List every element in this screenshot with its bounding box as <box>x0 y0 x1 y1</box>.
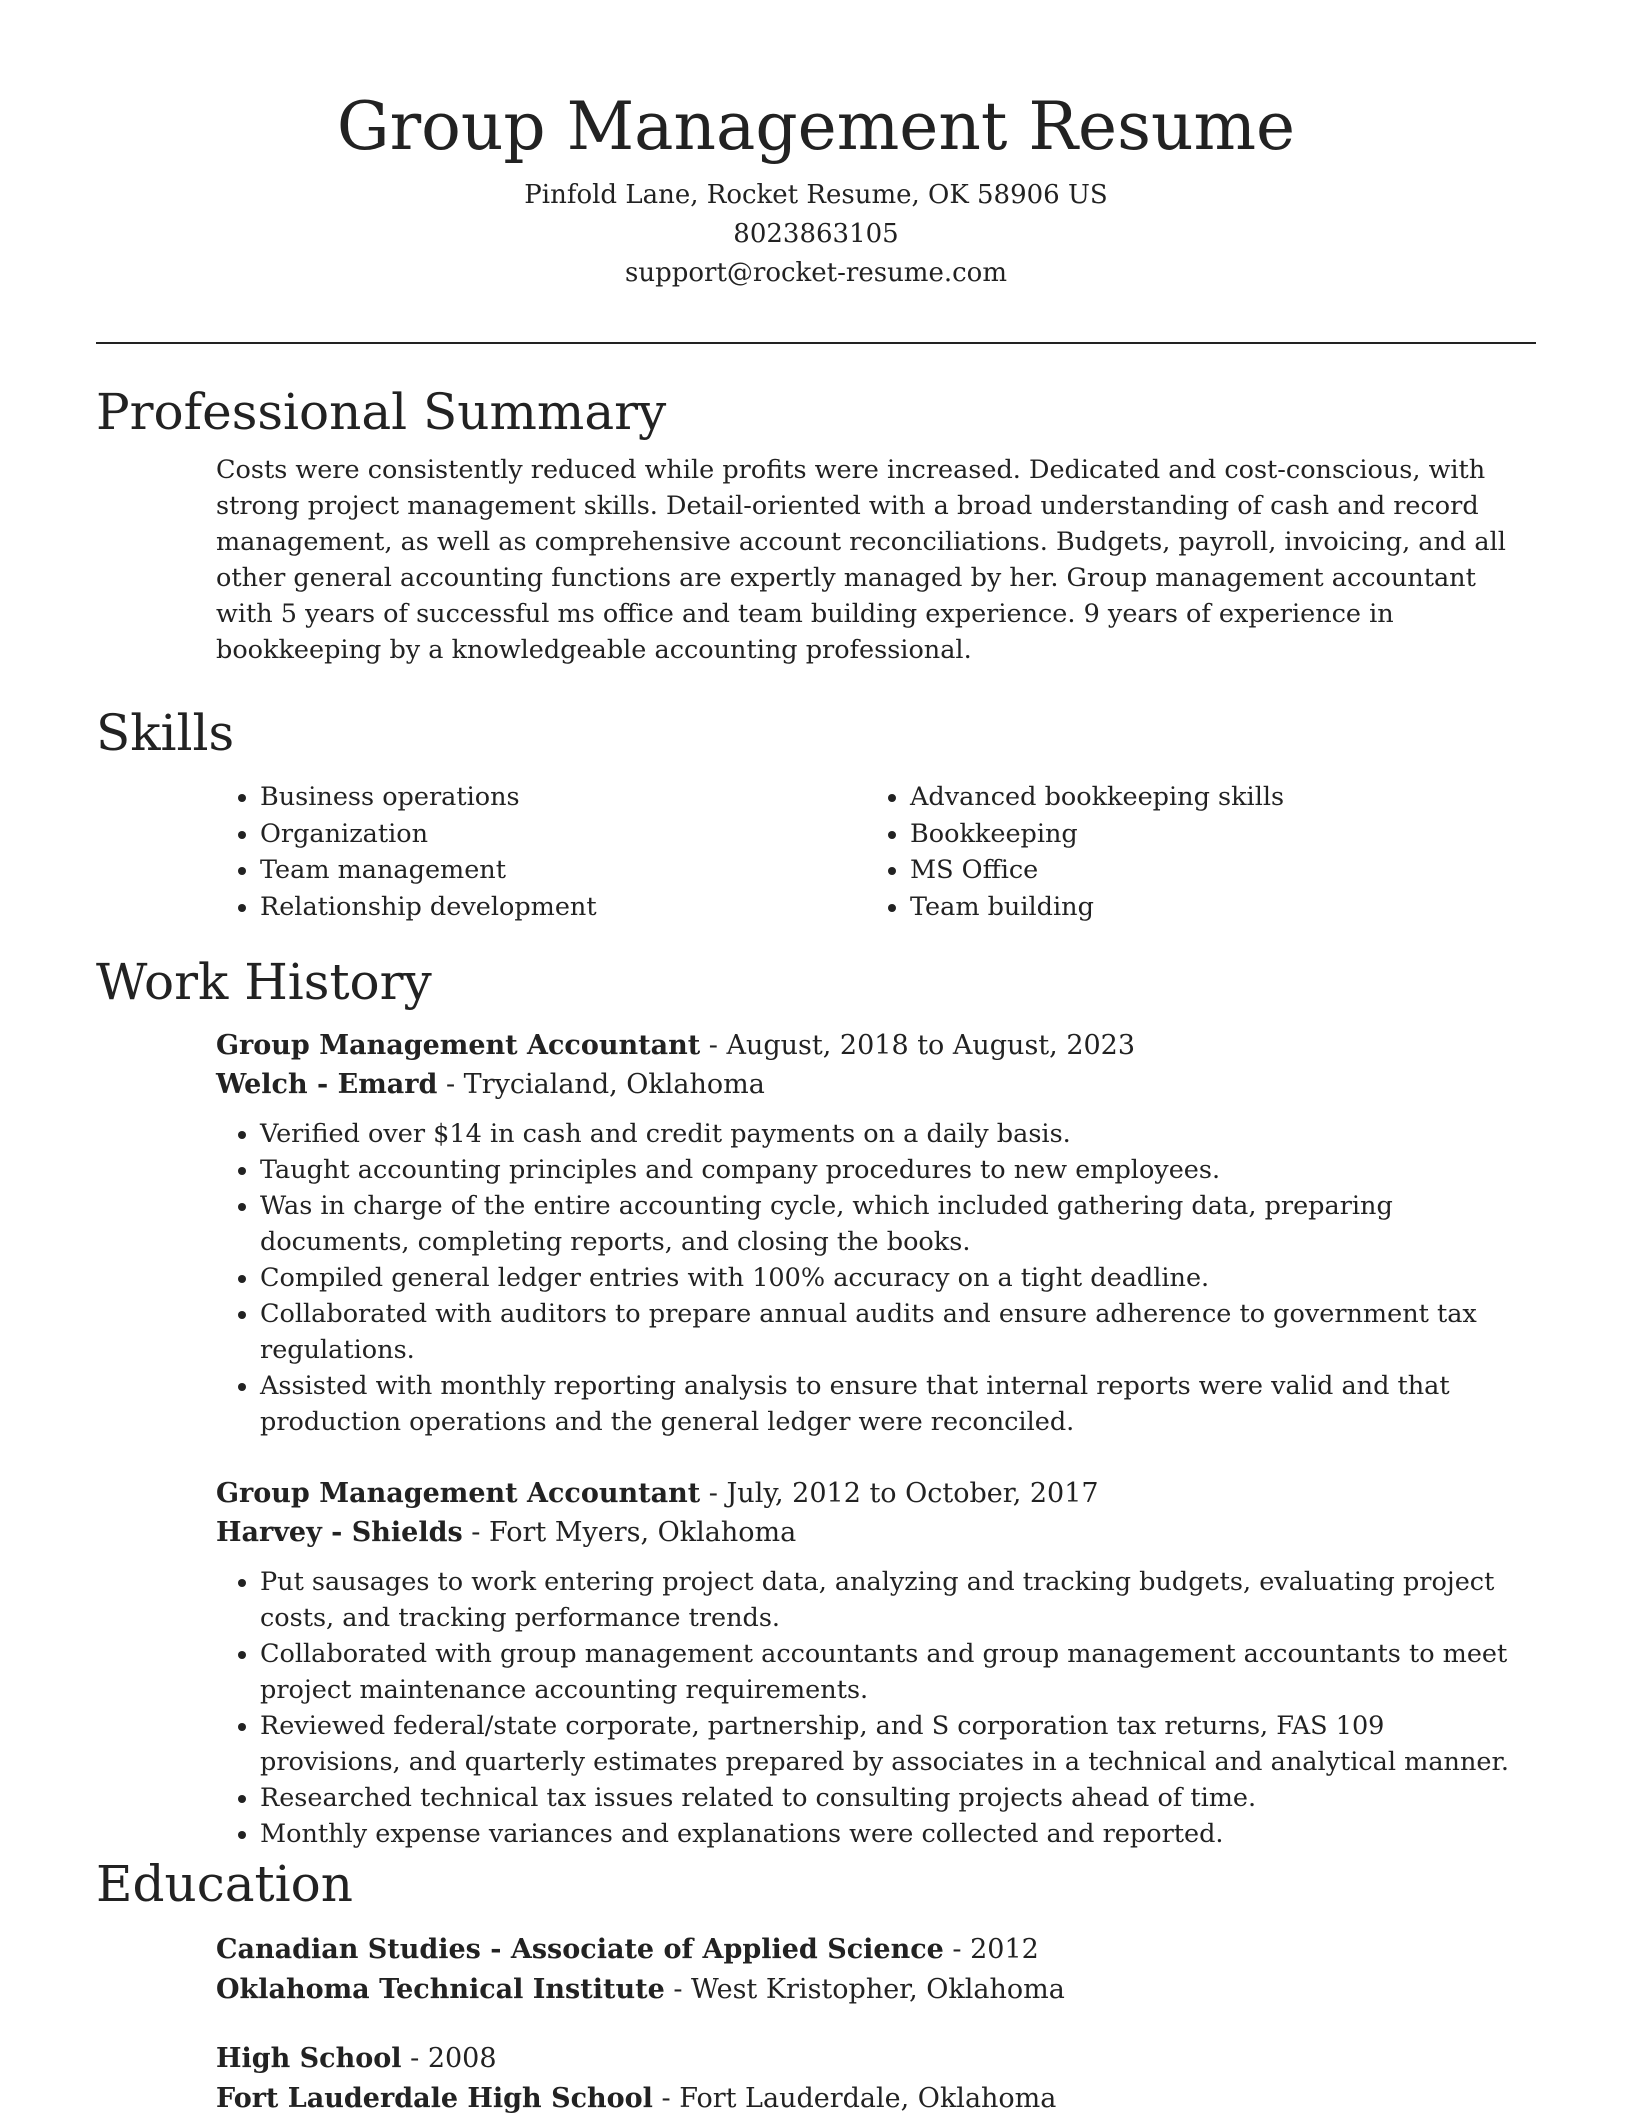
job-bullet: • Compiled general ledger entries with 100% accuracy on a tight deadline. <box>260 1260 1516 1296</box>
job-location: - Fort Myers, Oklahoma <box>463 1517 797 1548</box>
summary-heading: Professional Summary <box>96 380 1536 444</box>
job-bullet: • Monthly expense variances and explanations were collected and reported. <box>260 1816 1516 1852</box>
email: support@rocket-resume.com <box>0 254 1632 293</box>
education-year: - 2012 <box>944 1934 1039 1965</box>
job-company: Harvey - Shields <box>216 1517 463 1548</box>
summary-section <box>96 380 1536 668</box>
job-bullet: • Assisted with monthly reporting analysis to ensure that internal reports were valid and that production operations and the general ledger were reconciled. <box>260 1368 1516 1440</box>
resume-header <box>0 0 1632 293</box>
work-history-body <box>216 1026 1516 1852</box>
education-heading: Education <box>96 1852 1536 1916</box>
job-company-line <box>216 1065 1516 1104</box>
education-school: Fort Lauderdale High School <box>216 2083 653 2114</box>
job-title: Group Management Accountant <box>216 1030 700 1061</box>
job-bullet: • Put sausages to work entering project data, analyzing and tracking budgets, evaluating project costs, and tracking performance trends. <box>260 1564 1516 1636</box>
summary-text: Costs were consistently reduced while profits were increased. Dedicated and cost-conscious, with strong project management skills. Detail-oriented with a broad understanding of cash and record management, as well as comprehensive account reconciliations. Budgets, payroll, invoicing, and all other general accounting functions are expertly managed by her. Group management accountant with 5 years of successful ms office and team building experience. 9 years of experience in bookkeeping by a knowledgeable accounting professional. <box>216 452 1516 668</box>
skills-section <box>96 701 1536 925</box>
skills-grid <box>216 779 1516 925</box>
skill-item: • Organization <box>260 816 866 853</box>
skills-right-column <box>866 779 1516 925</box>
phone: 8023863105 <box>0 215 1632 254</box>
job-dates: - July, 2012 to October, 2017 <box>700 1478 1098 1509</box>
education-school: Oklahoma Technical Institute <box>216 1974 665 2005</box>
skill-item: • Relationship development <box>260 889 866 926</box>
work-history-heading: Work History <box>96 950 1536 1014</box>
education-school-line <box>216 1970 1516 2010</box>
job-bullet: • Researched technical tax issues related to consulting projects ahead of time. <box>260 1780 1516 1816</box>
skill-item: • Business operations <box>260 779 866 816</box>
job-title-line <box>216 1474 1516 1513</box>
job-title: Group Management Accountant <box>216 1478 700 1509</box>
skill-item: • Advanced bookkeeping skills <box>910 779 1516 816</box>
skills-body <box>216 779 1516 925</box>
contact-block <box>0 176 1632 293</box>
education-entry <box>216 2039 1516 2118</box>
job-entry <box>216 1026 1516 1440</box>
job-dates: - August, 2018 to August, 2023 <box>700 1030 1135 1061</box>
job-location: - Trycialand, Oklahoma <box>437 1069 764 1100</box>
job-bullet: • Collaborated with group management accountants and group management accountants to meet project maintenance accounting requirements. <box>260 1636 1516 1708</box>
education-degree-line <box>216 1930 1516 1970</box>
job-company-line <box>216 1513 1516 1552</box>
job-bullets <box>216 1564 1516 1852</box>
skill-item: • Team management <box>260 852 866 889</box>
summary-body <box>216 452 1516 668</box>
education-degree-line <box>216 2039 1516 2079</box>
job-bullet: • Collaborated with auditors to prepare annual audits and ensure adherence to government tax regulations. <box>260 1296 1516 1368</box>
skill-item: • Team building <box>910 889 1516 926</box>
job-bullet: • Verified over $14 in cash and credit payments on a daily basis. <box>260 1116 1516 1152</box>
skill-item: • Bookkeeping <box>910 816 1516 853</box>
header-divider <box>96 342 1536 344</box>
education-year: - 2008 <box>402 2043 497 2074</box>
education-school-line <box>216 2079 1516 2118</box>
job-bullets <box>216 1116 1516 1440</box>
education-location: - West Kristopher, Oklahoma <box>665 1974 1065 2005</box>
education-entry <box>216 1930 1516 2009</box>
job-company: Welch - Emard <box>216 1069 437 1100</box>
resume-name: Group Management Resume <box>0 82 1632 172</box>
work-history-section <box>96 950 1536 1852</box>
job-title-line <box>216 1026 1516 1065</box>
education-section <box>96 1852 1536 2118</box>
education-degree: High School <box>216 2043 402 2074</box>
skills-left-column <box>216 779 866 925</box>
education-location: - Fort Lauderdale, Oklahoma <box>653 2083 1056 2114</box>
job-bullet: • Was in charge of the entire accounting cycle, which included gathering data, preparing documents, completing reports, and closing the books. <box>260 1188 1516 1260</box>
job-bullet: • Reviewed federal/state corporate, partnership, and S corporation tax returns, FAS 109 provisions, and quarterly estimates prepared by associates in a technical and analytical manner. <box>260 1708 1516 1780</box>
education-degree: Canadian Studies - Associate of Applied Science <box>216 1934 944 1965</box>
skill-item: • MS Office <box>910 852 1516 889</box>
job-bullet: • Taught accounting principles and company procedures to new employees. <box>260 1152 1516 1188</box>
job-entry <box>216 1474 1516 1852</box>
skills-heading: Skills <box>96 701 1536 765</box>
address: Pinfold Lane, Rocket Resume, OK 58906 US <box>0 176 1632 215</box>
education-body <box>216 1930 1516 2118</box>
